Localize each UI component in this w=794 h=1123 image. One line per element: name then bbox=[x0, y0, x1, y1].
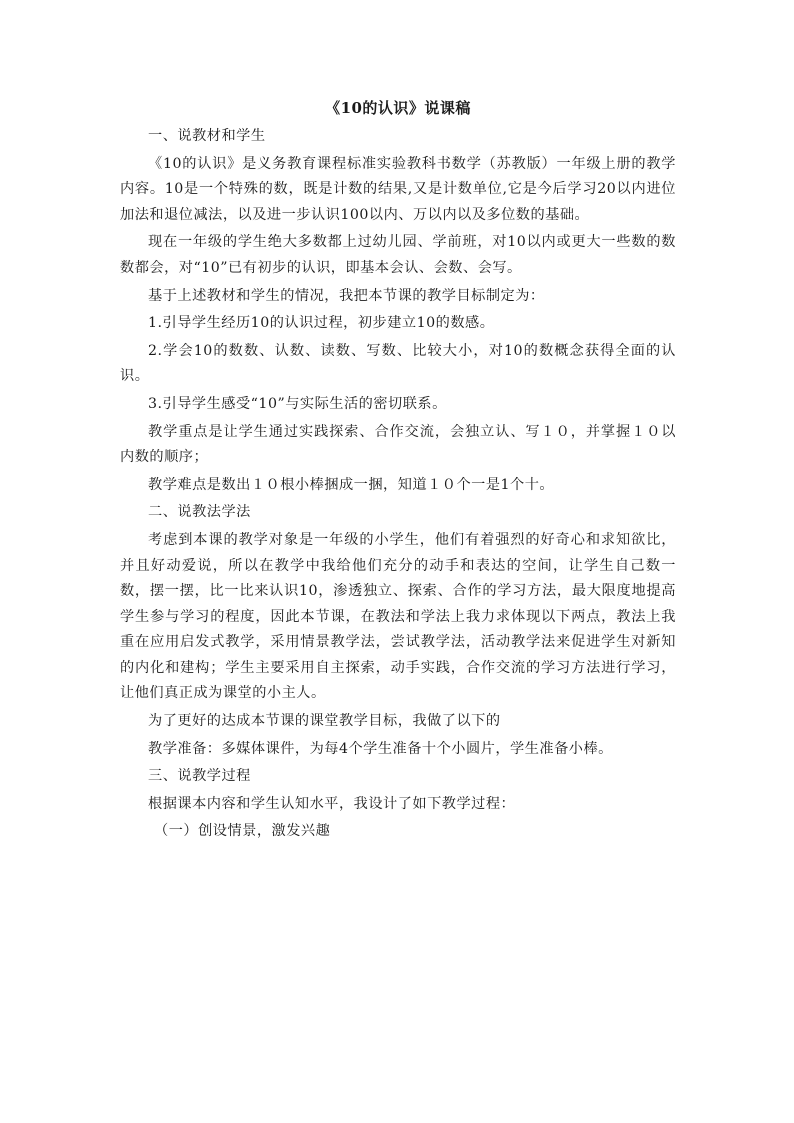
teaching-focus: 教学重点是让学生通过实践探索、合作交流，会独立认、写１０，并掌握１０以内数的顺序； bbox=[120, 423, 676, 466]
paragraph: 《10的认识》是义务教育课程标准实验教科书数学（苏教版）一年级上册的教学内容。10是一个特殊的数，既是计数的结果,又是计数单位,它是今后学习20以内进位加法和退位减法，以及进一步认识100以内、万以内以及多位数的基础。 bbox=[120, 155, 676, 223]
teaching-difficulty: 教学难点是数出１０根小棒捆成一捆，知道１０个一是1个十。 bbox=[148, 476, 555, 493]
paragraph: 根据课本内容和学生认知水平，我设计了如下教学过程： bbox=[148, 795, 516, 812]
objective-item-2: 2.学会10的数数、认数、读数、写数、比较大小，对10的数概念获得全面的认识。 bbox=[120, 342, 676, 385]
paragraph: 为了更好的达成本节课的课堂教学目标，我做了以下的 bbox=[148, 713, 501, 730]
paragraph: 现在一年级的学生绝大多数都上过幼儿园、学前班，对10以内或更大一些数的数数都会，对“10”已有初步的认识，即基本会认、会数、会写。 bbox=[120, 234, 676, 276]
section-heading-1: 一、说教材和学生 bbox=[148, 128, 266, 144]
document-page bbox=[120, 96, 676, 847]
objective-item-3: 3.引导学生感受“10”与实际生活的密切联系。 bbox=[148, 395, 447, 412]
paragraph: 考虑到本课的教学对象是一年级的小学生，他们有着强烈的好奇心和求知欲比，并且好动爱说，所以在教学中我给他们充分的动手和表达的空间，让学生自己数一数，摆一摆，比一比来认识10，渗透独立、探索、合作的学习方法，最大限度地提高学生参与学习的程度，因此本节课，在教法和学法上我力求体现以下两点，教法上我重在应用启发式教学，采用情景教学法，尝试教学法，活动教学法来促进学生对新知的内化和建构；学生主要采用自主探索，动手实践，合作交流的学习方法进行学习，让他们真正成为课堂的小主人。 bbox=[120, 531, 676, 702]
teaching-preparation: 教学准备：多媒体课件，为每4个学生准备十个小圆片，学生准备小棒。 bbox=[148, 740, 613, 757]
document-title: 《10的认识》说课稿 bbox=[325, 99, 471, 117]
objective-item-1: 1.引导学生经历10的认识过程，初步建立10的数感。 bbox=[148, 315, 495, 332]
section-heading-3: 三、说教学过程 bbox=[148, 768, 251, 785]
paragraph: 基于上述教材和学生的情况，我把本节课的教学目标制定为： bbox=[148, 287, 545, 304]
subsection-heading: （一）创设情景，激发兴趣 bbox=[154, 823, 331, 840]
section-heading-2: 二、说教法学法 bbox=[148, 504, 251, 521]
